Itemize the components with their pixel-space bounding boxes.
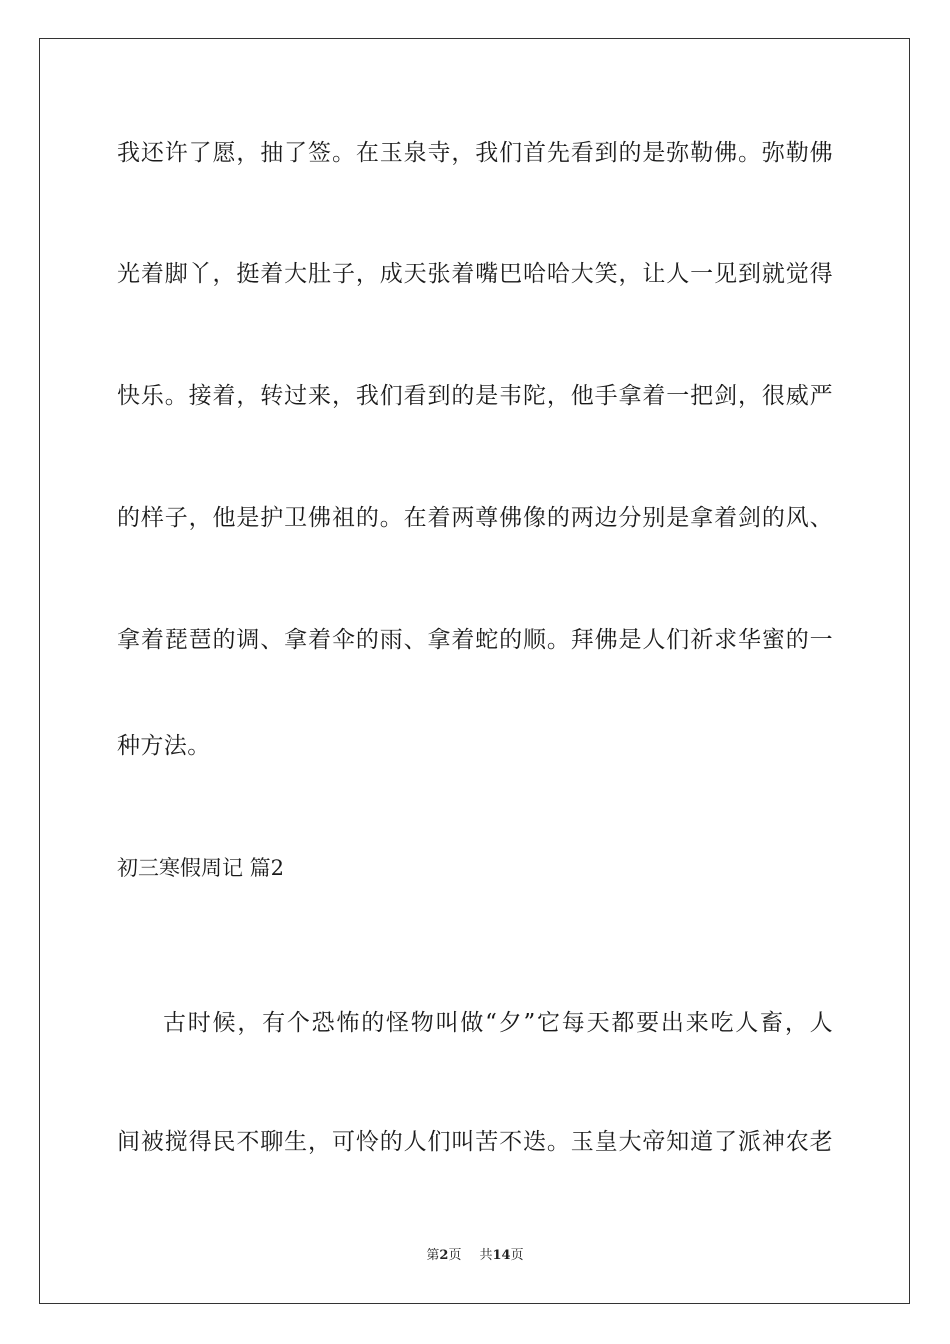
paragraph-line: 的样子，他是护卫佛祖的。在着两尊佛像的两边分别是拿着剑的风、 (117, 505, 833, 531)
total-pages: 14 (492, 1248, 511, 1263)
paragraph-line: 间被搅得民不聊生，可怜的人们叫苦不迭。玉皇大帝知道了派神农老 (117, 1129, 833, 1155)
paragraph-line: 光着脚丫，挺着大肚子，成天张着嘴巴哈哈大笑，让人一见到就觉得 (117, 261, 833, 287)
total-prefix: 共 (479, 1248, 493, 1263)
paragraph-line: 拿着琵琶的调、拿着伞的雨、拿着蛇的顺。拜佛是人们祈求华蜜的一 (117, 627, 833, 653)
page-number: 2 (439, 1248, 449, 1263)
section-heading: 初三寒假周记 篇2 (117, 856, 285, 880)
paragraph-line: 我还许了愿，抽了签。在玉泉寺，我们首先看到的是弥勒佛。弥勒佛 (117, 140, 833, 166)
page-suffix: 页 (448, 1248, 462, 1263)
paragraph-line: 快乐。接着，转过来，我们看到的是韦陀，他手拿着一把剑，很威严 (117, 383, 833, 409)
page-footer (0, 1247, 950, 1265)
page-prefix: 第 (426, 1248, 440, 1263)
paragraph-line: 种方法。 (117, 733, 211, 759)
total-suffix: 页 (510, 1248, 524, 1263)
paragraph-line: 古时候，有个恐怖的怪物叫做“夕”它每天都要出来吃人畜，人 (163, 1010, 833, 1036)
page-border (39, 38, 910, 1304)
